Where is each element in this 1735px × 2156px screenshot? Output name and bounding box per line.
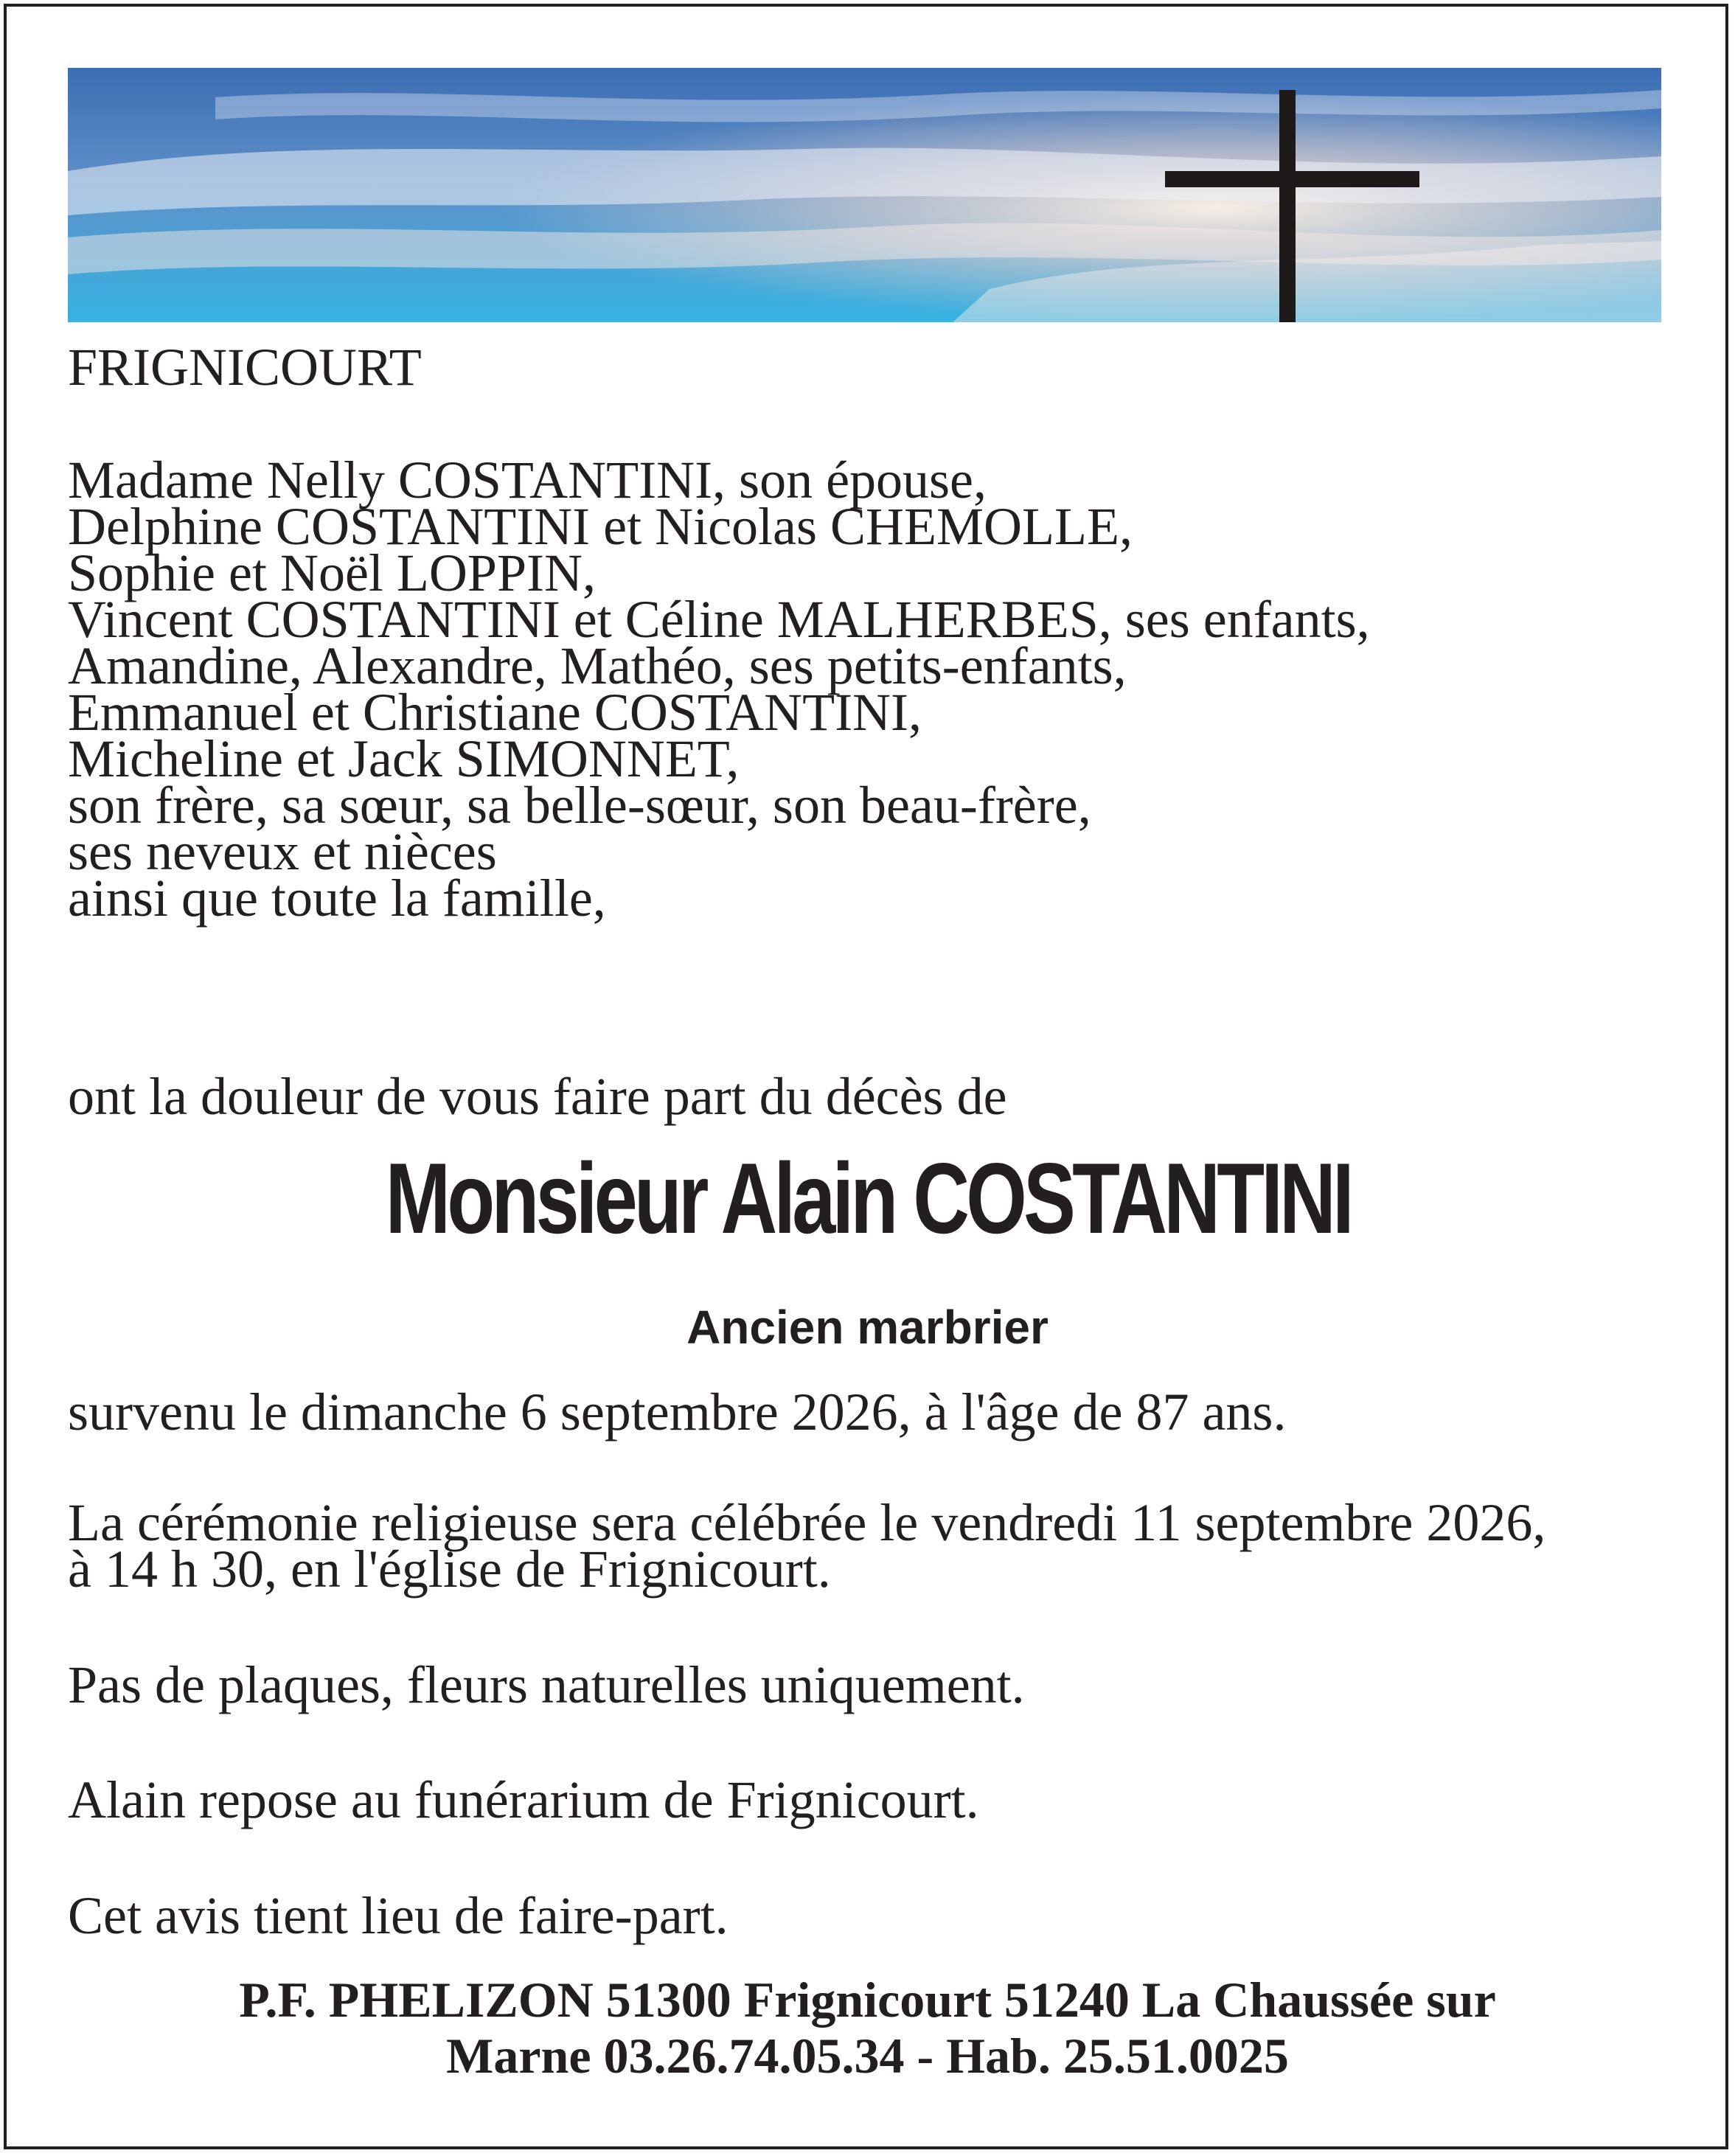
ceremony-details [68, 1493, 1546, 1599]
deceased-occupation: Ancien marbrier [686, 1301, 1049, 1354]
family-line: ses neveux et nièces [68, 822, 497, 881]
announcement-intro: ont la douleur de vous faire part du décès de [68, 1067, 1007, 1126]
deceased-name: Monsieur Alain COSTANTINI [385, 1142, 1351, 1254]
footer-line: Marne 03.26.74.05.34 - Hab. 25.51.0025 [446, 2028, 1289, 2084]
ceremony-line: à 14 h 30, en l'église de Frignicourt. [68, 1540, 831, 1599]
family-line: Sophie et Noël LOPPIN, [68, 543, 596, 602]
death-details: survenu le dimanche 6 septembre 2026, à l'âge de 87 ans. [68, 1383, 1287, 1442]
family-line: son frère, sa sœur, sa belle-sœur, son beau-frère, [68, 776, 1091, 835]
family-line: Vincent COSTANTINI et Céline MALHERBES, ses enfants, [68, 590, 1370, 649]
funeral-director-footer [0, 1972, 1735, 2084]
funeral-home-note: Alain repose au funérarium de Frignicourt. [68, 1770, 979, 1829]
family-line: Delphine COSTANTINI et Nicolas CHEMOLLE, [68, 497, 1133, 556]
family-line: Madame Nelly COSTANTINI, son épouse, [68, 451, 987, 510]
family-line: Micheline et Jack SIMONNET, [68, 729, 740, 788]
family-list [68, 451, 1370, 928]
sky-banner-image [68, 68, 1661, 322]
family-line: Amandine, Alexandre, Mathéo, ses petits-enfants, [68, 636, 1127, 695]
family-line: Emmanuel et Christiane COSTANTINI, [68, 683, 922, 742]
footer-line: P.F. PHELIZON 51300 Frignicourt 51240 La Chaussée sur [239, 1972, 1496, 2028]
ceremony-line: La cérémonie religieuse sera célébrée le vendredi 11 septembre 2026, [68, 1493, 1546, 1552]
notice-note: Cet avis tient lieu de faire-part. [68, 1886, 729, 1945]
town-name: FRIGNICOURT [68, 338, 422, 397]
flowers-note: Pas de plaques, fleurs naturelles uniquement. [68, 1655, 1025, 1714]
family-line: ainsi que toute la famille, [68, 869, 606, 928]
